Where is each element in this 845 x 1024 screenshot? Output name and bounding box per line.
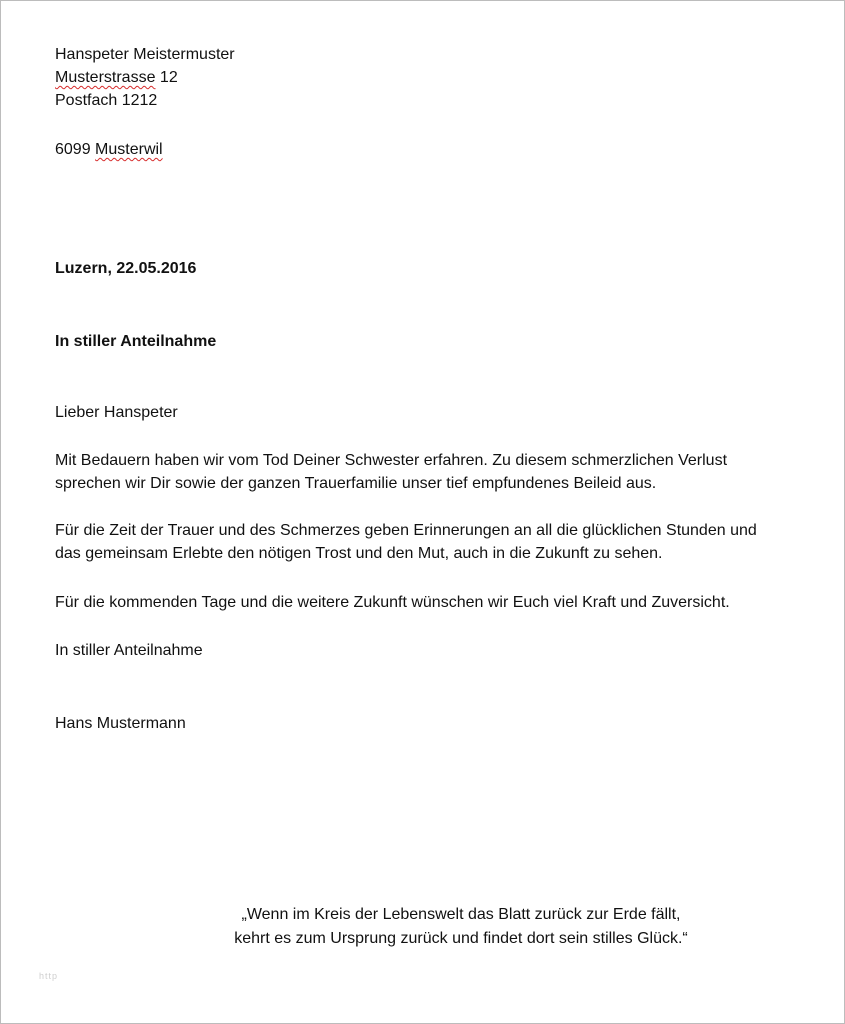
paragraph-1 <box>55 449 727 495</box>
paragraph-2 <box>55 519 757 565</box>
salutation: Lieber Hanspeter <box>55 404 178 421</box>
sender-zip: 6099 <box>55 141 96 158</box>
paragraph-3 <box>55 591 730 614</box>
paragraph-line: Mit Bedauern haben wir vom Tod Deiner Schwester erfahren. Zu diesem schmerzlichen Verlust <box>55 452 728 469</box>
sender-city-line <box>55 138 163 161</box>
quote-line-2: kehrt es zum Ursprung zurück und findet dort sein stilles Glück.“ <box>234 930 688 947</box>
sender-po-box: Postfach 1212 <box>55 92 158 109</box>
paragraph-line: sprechen wir Dir sowie der ganzen Trauerfamilie unser tief empfundenes Beileid aus. <box>55 475 657 492</box>
sender-street <box>55 66 235 89</box>
paragraph-line: Für die Zeit der Trauer und des Schmerzes geben Erinnerungen an all die glücklichen Stunden und <box>55 522 757 539</box>
subject-line: In stiller Anteilnahme <box>55 333 217 350</box>
sender-name: Hanspeter Meistermuster <box>55 46 235 63</box>
sender-address <box>55 43 235 112</box>
sender-street-number: 12 <box>155 69 178 86</box>
sender-city: Musterwil <box>95 141 163 158</box>
signature-name: Hans Mustermann <box>55 715 186 732</box>
closing-line: In stiller Anteilnahme <box>55 642 203 659</box>
sender-street-name: Musterstrasse <box>55 69 156 86</box>
watermark-text: http <box>39 971 59 981</box>
date-line: Luzern, 22.05.2016 <box>55 260 197 277</box>
quote-line-1: „Wenn im Kreis der Lebenswelt das Blatt zurück zur Erde fällt, <box>241 906 681 923</box>
paragraph-line: das gemeinsam Erlebte den nötigen Trost und den Mut, auch in die Zukunft zu sehen. <box>55 545 663 562</box>
paragraph-line: Für die kommenden Tage und die weitere Zukunft wünschen wir Euch viel Kraft und Zuversicht. <box>55 594 730 611</box>
closing-quote <box>1 903 845 951</box>
